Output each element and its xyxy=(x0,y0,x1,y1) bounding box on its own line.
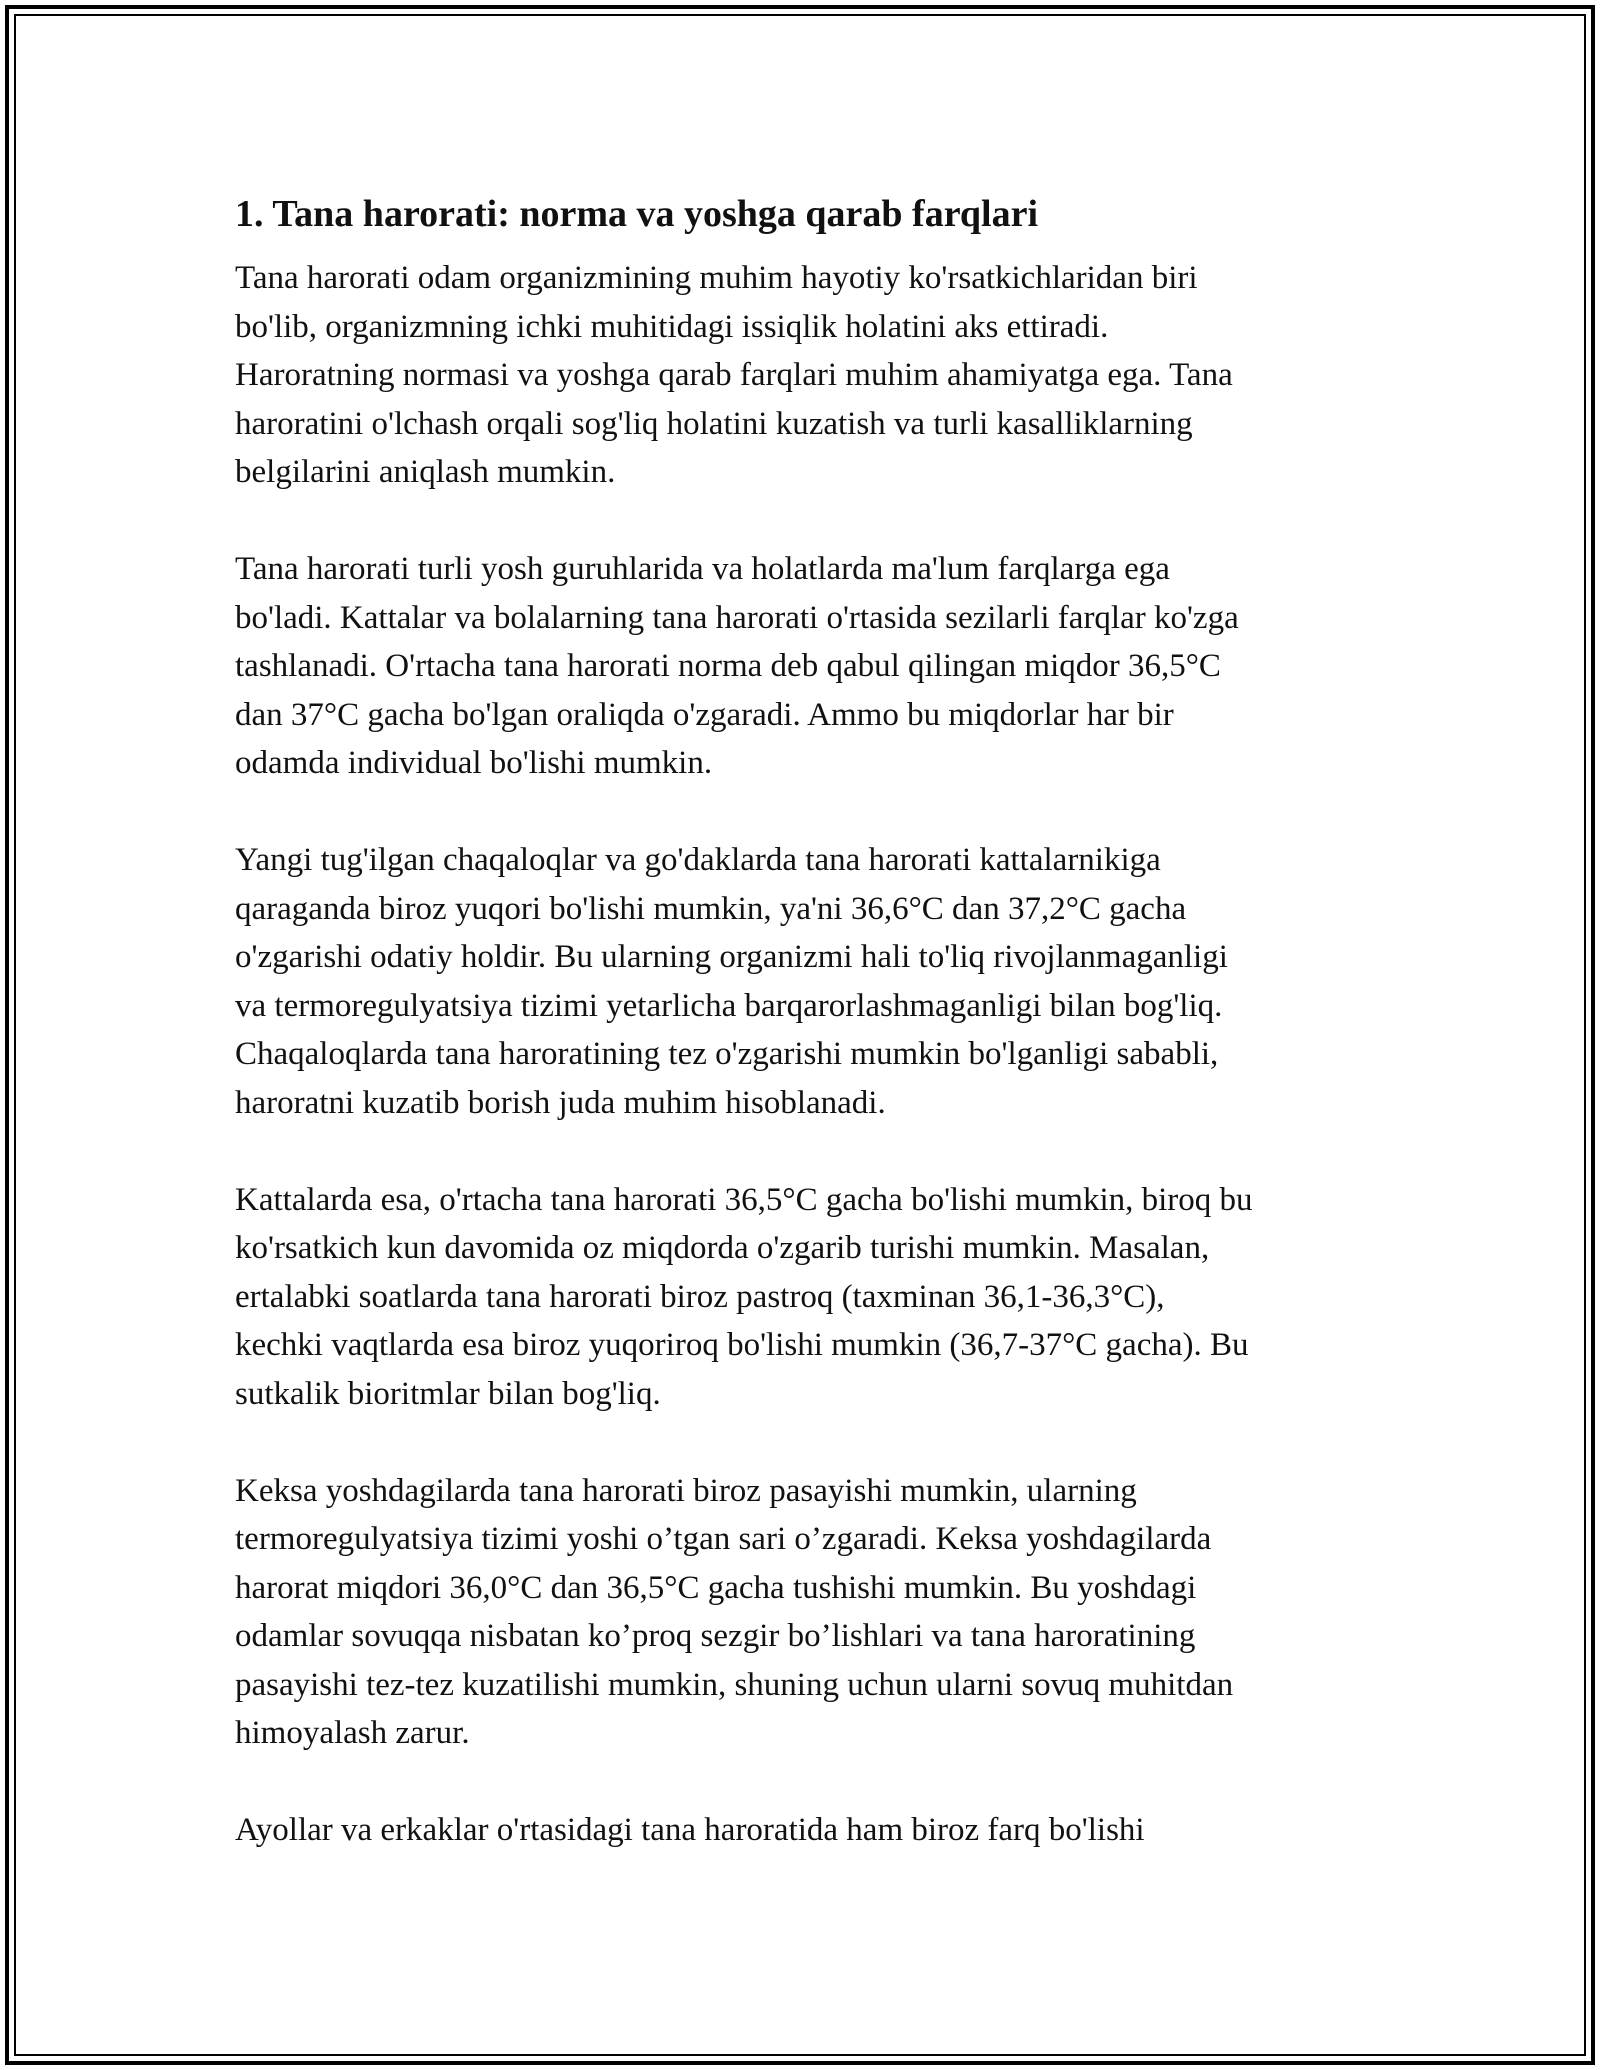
paragraph-2: Tana harorati turli yosh guruhlarida va holatlarda ma'lum farqlarga ega bo'ladi. Kattalar va bolalarning tana harorati o'rtasida sezilarli farqlar ko'zga tashlanadi. O'rtacha tana harorati norma deb qabul qilingan miqdor 36,5°C dan 37°C gacha bo'lgan oraliqda o'zgaradi. Ammo bu miqdorlar har bir odamda individual bo'lishi mumkin. xyxy=(235,551,1239,781)
document-body xyxy=(235,186,1385,1903)
paragraph-3: Yangi tug'ilgan chaqaloqlar va go'daklarda tana harorati kattalarnikiga qaraganda biroz yuqori bo'lishi mumkin, ya'ni 36,6°C dan 37,2°C gacha o'zgarishi odatiy holdir. Bu ularning organizmi hali to'liq rivojlanmaganligi va termoregulyatsiya tizimi yetarlicha barqarorlashmaganligi bilan bog'liq. Chaqaloqlarda tana haroratining tez o'zgarishi mumkin bo'lganligi sababli, haroratni kuzatib borish juda muhim hisoblanadi. xyxy=(235,842,1228,1121)
paragraph-5: Keksa yoshdagilarda tana harorati biroz pasayishi mumkin, ularning termoregulyatsiya tizimi yoshi o’tgan sari o’zgaradi. Keksa yoshdagilarda harorat miqdori 36,0°C dan 36,5°C gacha tushishi mumkin. Bu yoshdagi odamlar sovuqqa nisbatan ko’proq sezgir bo’lishlari va tana haroratining pasayishi tez-tez kuzatilishi mumkin, shuning uchun ularni sovuq muhitdan himoyalash zarur. xyxy=(235,1472,1234,1751)
paragraph-4: Kattalarda esa, o'rtacha tana harorati 36,5°C gacha bo'lishi mumkin, biroq bu ko'rsatkich kun davomida oz miqdorda o'zgarib turishi mumkin. Masalan, ertalabki soatlarda tana harorati biroz pastroq (taxminan 36,1-36,3°C), kechki vaqtlarda esa biroz yuqoriroq bo'lishi mumkin (36,7-37°C gacha). Bu sutkalik bioritmlar bilan bog'liq. xyxy=(235,1181,1253,1412)
paragraph-1: Tana harorati odam organizmining muhim hayotiy ko'rsatkichlaridan biri bo'lib, organizmning ichki muhitidagi issiqlik holatini aks ettiradi. Haroratning normasi va yoshga qarab farqlari muhim ahamiyatga ega. Tana haroratini o'lchash orqali sog'liq holatini kuzatish va turli kasalliklarning belgilarini aniqlash mumkin. xyxy=(235,260,1233,490)
page-title: 1. Tana harorati: norma va yoshga qarab farqlari xyxy=(235,193,1039,235)
paragraph-6: Ayollar va erkaklar o'rtasidagi tana haroratida ham biroz farq bo'lishi xyxy=(235,1812,1145,1848)
